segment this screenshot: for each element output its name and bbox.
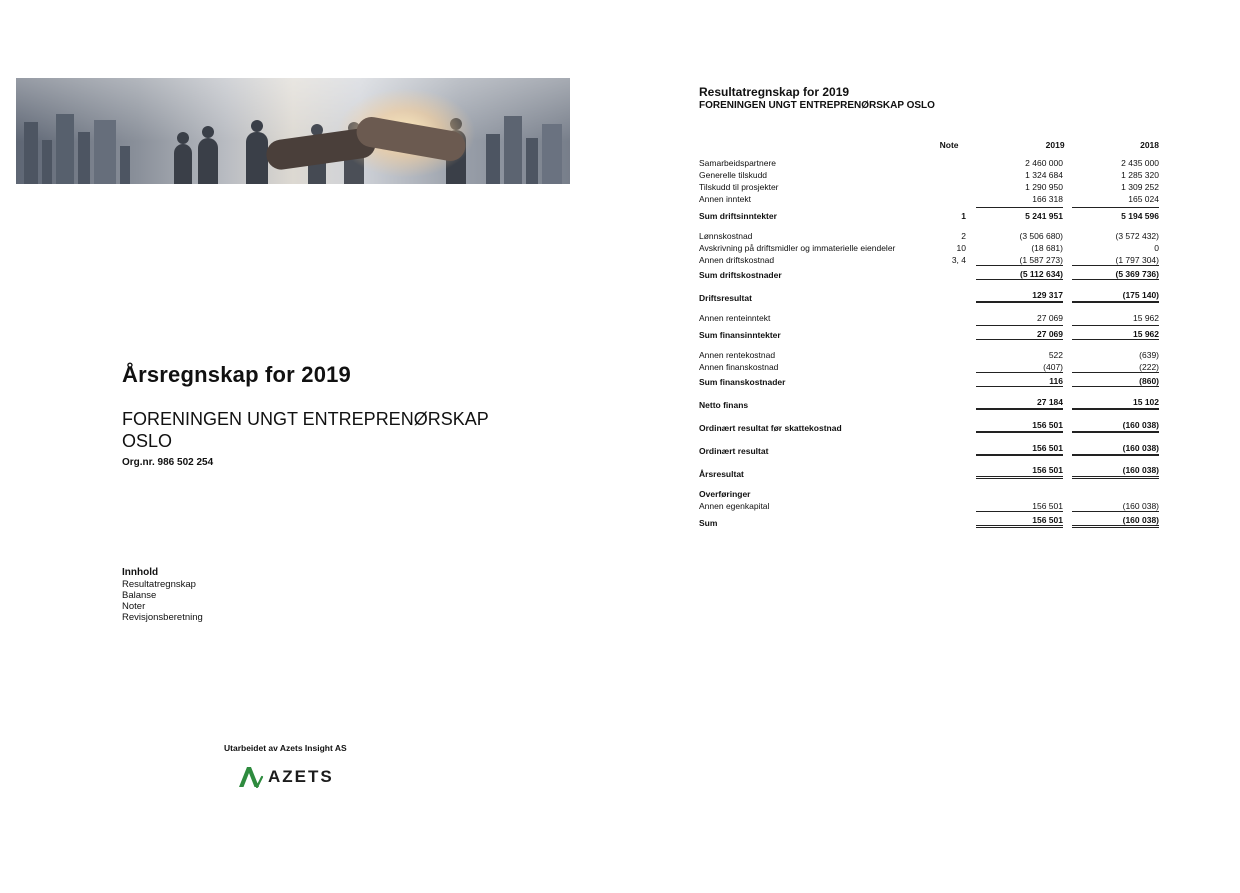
row-value-2018: (5 369 736) [1072,265,1159,280]
statement-org-name: FORENINGEN UNGT ENTREPRENØRSKAP OSLO [699,100,935,111]
row-value-2018: (160 038) [1072,511,1159,528]
table-row [699,241,1159,253]
row-value-2019: 116 [976,372,1063,387]
row-value-2018: (639) [1139,350,1159,360]
row-value-2018: 15 962 [1133,313,1159,323]
row-value-2018: 2 435 000 [1121,158,1159,168]
row-value-2019: 156 501 [976,465,1063,479]
row-label: Ordinært resultat [699,446,769,456]
row-value-2018: 165 024 [1128,194,1159,204]
row-value-2019: 156 501 [1032,501,1063,511]
row-label: Årsresultat [699,469,744,479]
row-label: Annen finanskostnad [699,362,779,372]
row-value-2019: 27 184 [976,397,1063,410]
row-label: Annen renteinntekt [699,313,771,323]
cover-org-number: Org.nr. 986 502 254 [122,457,214,468]
row-label: Lønnskostnad [699,231,753,241]
pre-tax-result-row [699,416,1159,433]
row-label: Tilskudd til prosjekter [699,182,779,192]
row-value-2019: 1 324 684 [1025,170,1063,180]
table-row [699,168,1159,180]
row-value-2018: (860) [1072,372,1159,387]
prepared-by-text: Utarbeidet av Azets Insight AS [224,743,347,753]
row-value-2018: 0 [1154,243,1159,253]
row-note: 2 [961,231,966,241]
row-value-2019: 156 501 [976,511,1063,528]
ordinary-result-row [699,439,1159,456]
row-label: Samarbeidspartnere [699,158,777,168]
row-value-2019: 2 460 000 [1025,158,1063,168]
row-label: Overføringer [699,489,751,499]
net-finance-row [699,393,1159,410]
transfers-heading-row [699,487,1159,499]
table-row [699,253,1159,265]
toc-item-revisjonsberetning: Revisjonsberetning [122,612,203,623]
row-value-2018: (1 797 304) [1115,255,1159,265]
row-value-2019: (18 681) [1031,243,1063,253]
sum-row [699,511,1159,528]
row-value-2018: 1 285 320 [1121,170,1159,180]
row-label: Annen driftskostnad [699,255,775,265]
subtotal-row [699,372,1159,387]
table-of-contents [122,567,203,623]
row-label: Avskrivning på driftsmidler og immaterielle eiendeler [699,243,896,253]
row-label: Sum finanskostnader [699,377,786,387]
column-header-2018: 2018 [1140,140,1160,150]
toc-heading: Innhold [122,567,159,578]
row-value-2018: 15 102 [1072,397,1159,410]
row-note: 3, 4 [951,255,966,265]
cover-org-name: FORENINGEN UNGT ENTREPRENØRSKAP OSLO [122,409,489,451]
table-row [699,180,1159,192]
row-value-2018: (160 038) [1072,420,1159,433]
row-value-2019: 166 318 [1032,194,1063,204]
table-row [699,192,1159,204]
row-note: 10 [956,243,966,253]
table-row [699,229,1159,241]
row-value-2019: (407) [1043,362,1063,372]
row-value-2018: (3 572 432) [1115,231,1159,241]
row-label: Sum driftsinntekter [699,211,777,221]
row-value-2018: (175 140) [1072,290,1159,303]
row-label: Netto finans [699,400,749,410]
row-value-2018: 5 194 596 [1072,207,1159,221]
row-value-2019: 129 317 [976,290,1063,303]
column-header-2019: 2019 [1045,140,1065,150]
row-value-2019: (5 112 634) [976,265,1063,280]
row-value-2019: 5 241 951 [976,207,1063,221]
row-label: Sum [699,518,718,528]
cover-title: Årsregnskap for 2019 [122,362,351,387]
row-label: Sum driftskostnader [699,270,782,280]
toc-item-balanse: Balanse [122,590,157,601]
table-row [699,156,1159,168]
subtotal-row [699,265,1159,280]
subtotal-row [699,204,1159,221]
toc-item-resultatregnskap: Resultatregnskap [122,579,196,590]
column-header-note: Note [939,140,959,150]
row-label: Annen inntekt [699,194,751,204]
table-row [699,348,1159,360]
row-label: Ordinært resultat før skattekostnad [699,423,842,433]
row-value-2019: 156 501 [976,443,1063,456]
income-statement-table [699,138,1159,528]
row-value-2019: 156 501 [976,420,1063,433]
row-value-2019: 27 069 [1037,313,1063,323]
row-value-2019: 1 290 950 [1025,182,1063,192]
table-header-row [699,138,1159,150]
row-label: Generelle tilskudd [699,170,768,180]
row-value-2019: (1 587 273) [1019,255,1063,265]
row-label: Annen egenkapital [699,501,770,511]
row-value-2018: (222) [1139,362,1159,372]
row-label: Driftsresultat [699,293,752,303]
row-value-2019: (3 506 680) [1019,231,1063,241]
subtotal-row [699,323,1159,340]
row-note: 1 [961,211,966,221]
row-value-2018: 1 309 252 [1121,182,1159,192]
statement-title: Resultatregnskap for 2019 [699,85,850,99]
row-value-2018: 15 962 [1072,325,1159,340]
table-row [699,311,1159,323]
toc-item-noter: Noter [122,601,146,612]
cover-banner-image [16,78,570,184]
table-row [699,360,1159,372]
azets-logo [238,764,334,790]
row-value-2018: (160 038) [1122,501,1159,511]
row-value-2018: (160 038) [1072,443,1159,456]
row-label: Annen rentekostnad [699,350,776,360]
row-label: Sum finansinntekter [699,330,781,340]
annual-result-row [699,462,1159,479]
row-value-2018: (160 038) [1072,465,1159,479]
row-value-2019: 27 069 [976,325,1063,340]
azets-logo-icon [238,766,264,788]
azets-logo-text: AZETS [268,767,334,786]
row-value-2019: 522 [1048,350,1063,360]
operating-result-row [699,286,1159,303]
table-row [699,499,1159,511]
